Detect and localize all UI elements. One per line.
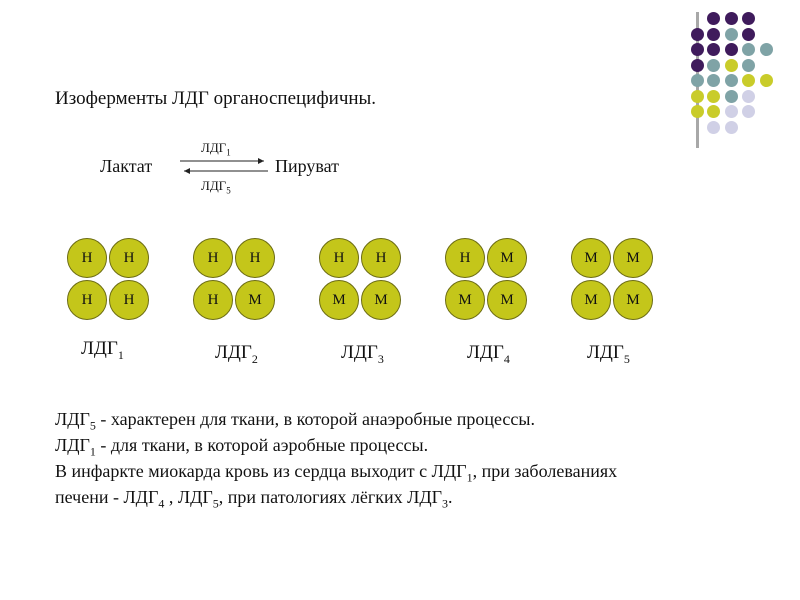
- decorative-dot: [691, 59, 704, 72]
- reversible-reaction-arrows: [176, 155, 272, 177]
- decorative-dot: [707, 12, 720, 25]
- decorative-dot: [707, 43, 720, 56]
- isoenzyme-label: $ЛДГ_3$: [341, 342, 384, 366]
- decorative-dot: [691, 74, 704, 87]
- forward-enzyme-label: $ЛДГ_1$: [201, 140, 231, 158]
- subunit-h: Н: [319, 238, 359, 278]
- note-ldh1: $ЛДГ_1$ - для ткани, в которой аэробные процессы.: [55, 435, 429, 459]
- forward-arrowhead-icon: [258, 158, 264, 164]
- decorative-dot: [691, 28, 704, 41]
- reaction-product: Пируват: [275, 156, 340, 176]
- decorative-dot: [742, 28, 755, 41]
- decorative-dot: [707, 90, 720, 103]
- reverse-enzyme-label: $ЛДГ_5$: [201, 178, 231, 196]
- isoenzyme-label: $ЛДГ_5$: [587, 342, 630, 366]
- decorative-dot: [725, 59, 738, 72]
- decorative-dot: [742, 105, 755, 118]
- decorative-dot: [691, 105, 704, 118]
- note-ldh5: $ЛДГ_5$ - характерен для ткани, в которой анаэробные процессы.: [55, 409, 535, 433]
- reaction-substrate: Лактат: [100, 156, 153, 176]
- isoenzyme-label: $ЛДГ_4$: [467, 342, 510, 366]
- decorative-dot: [725, 12, 738, 25]
- note-infarction: В инфаркте миокарда кровь из сердца выходит с $ЛДГ_1$, при заболеваниях: [55, 461, 618, 485]
- subunit-h: Н: [67, 238, 107, 278]
- decorative-dot: [725, 43, 738, 56]
- decorative-dot: [725, 90, 738, 103]
- decorative-dot: [707, 105, 720, 118]
- subunit-m: М: [445, 280, 485, 320]
- decorative-dot: [725, 121, 738, 134]
- subunit-m: М: [487, 280, 527, 320]
- decorative-dot: [742, 90, 755, 103]
- decorative-dot: [725, 74, 738, 87]
- subunit-m: М: [613, 280, 653, 320]
- reverse-arrowhead-icon: [184, 168, 190, 174]
- subunit-m: М: [319, 280, 359, 320]
- isoenzyme-label: $ЛДГ_2$: [215, 342, 258, 366]
- subunit-m: М: [571, 238, 611, 278]
- subunit-m: М: [235, 280, 275, 320]
- note-liver-lung: печени - $ЛДГ_4$ , $ЛДГ_5$, при патологиях лёгких $ЛДГ_3$.: [55, 487, 453, 511]
- decorative-dot: [691, 90, 704, 103]
- decorative-dot: [707, 74, 720, 87]
- decorative-dot: [707, 59, 720, 72]
- decorative-dot: [742, 43, 755, 56]
- subunit-h: Н: [445, 238, 485, 278]
- decorative-dot: [742, 59, 755, 72]
- isoenzyme-label: $ЛДГ_1$: [81, 338, 124, 362]
- slide-title: Изоферменты ЛДГ органоспецифичны.: [55, 88, 377, 109]
- subunit-m: М: [613, 238, 653, 278]
- subunit-m: М: [571, 280, 611, 320]
- subunit-h: Н: [109, 280, 149, 320]
- subunit-m: М: [361, 280, 401, 320]
- subunit-m: М: [487, 238, 527, 278]
- decorative-dot: [707, 121, 720, 134]
- subunit-h: Н: [193, 280, 233, 320]
- decorative-dot: [725, 28, 738, 41]
- decorative-dot: [707, 28, 720, 41]
- decorative-dot: [691, 43, 704, 56]
- subunit-h: Н: [67, 280, 107, 320]
- decorative-dot: [725, 105, 738, 118]
- decorative-dot: [760, 43, 773, 56]
- subunit-h: Н: [361, 238, 401, 278]
- decorative-dot: [742, 12, 755, 25]
- subunit-h: Н: [193, 238, 233, 278]
- subunit-h: Н: [109, 238, 149, 278]
- subunit-h: Н: [235, 238, 275, 278]
- decorative-dot: [742, 74, 755, 87]
- decorative-dot: [760, 74, 773, 87]
